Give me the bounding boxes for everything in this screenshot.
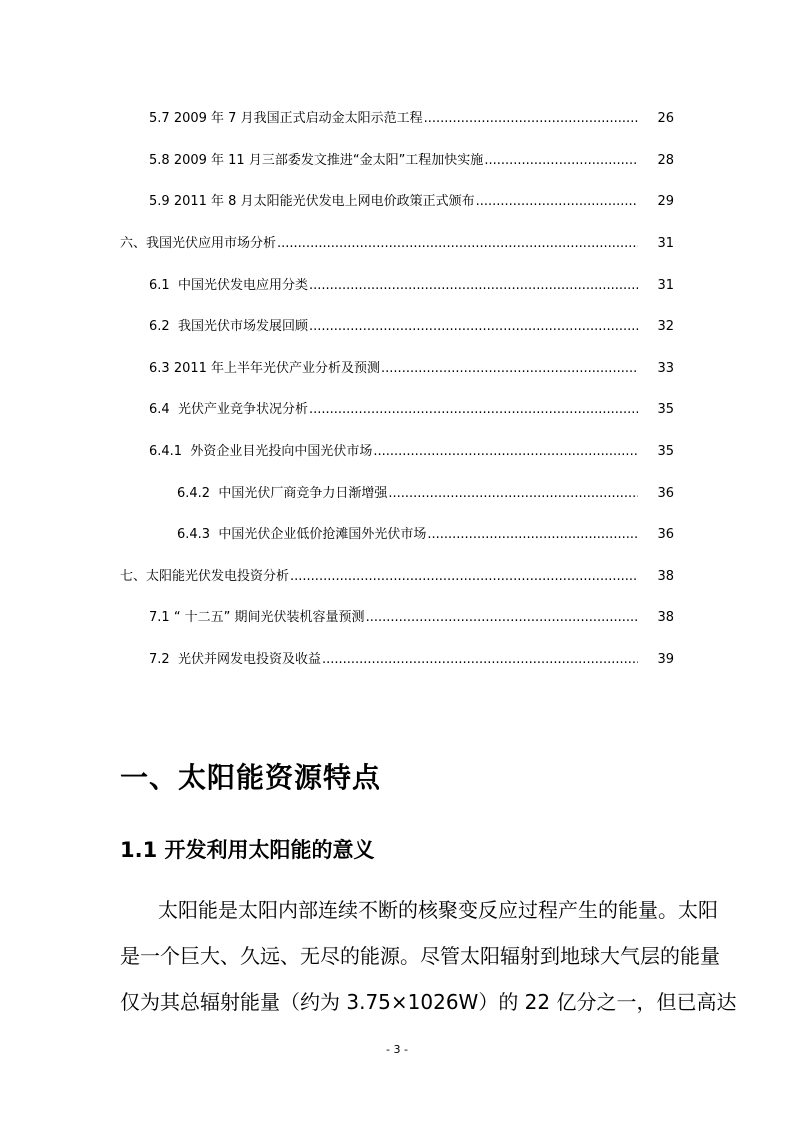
toc-entry[interactable] bbox=[149, 610, 674, 626]
toc-entry[interactable] bbox=[177, 527, 674, 543]
toc-title: 外资企业目光投向中国光伏市场 bbox=[190, 444, 373, 459]
toc-page-number: 38 bbox=[657, 569, 674, 584]
toc-title: 2011 年 8 月太阳能光伏发电上网电价政策正式颁布 bbox=[173, 194, 475, 209]
toc-page-number: 35 bbox=[657, 402, 674, 417]
toc-page-number: 26 bbox=[657, 111, 674, 126]
toc-title: 六、我国光伏应用市场分析 bbox=[120, 236, 277, 251]
toc-leader bbox=[381, 361, 638, 377]
toc-number: 6.4.3 bbox=[177, 527, 219, 542]
toc-title: 2009 年 11 月三部委发文推进“金太阳”工程加快实施 bbox=[173, 153, 484, 168]
toc-title: 2009 年 7 月我国正式启动金太阳示范工程 bbox=[173, 111, 423, 126]
toc-page-number: 32 bbox=[657, 319, 674, 334]
toc-page-number: 36 bbox=[657, 527, 674, 542]
toc-page-number: 29 bbox=[657, 194, 674, 209]
toc-number: 5.9 bbox=[149, 194, 174, 209]
toc-entry[interactable] bbox=[149, 444, 674, 460]
toc-title: 2011 年上半年光伏产业分析及预测 bbox=[173, 361, 381, 376]
section-heading: 1.1 开发利用太阳能的意义 bbox=[120, 838, 375, 862]
toc-page-number: 39 bbox=[657, 652, 674, 667]
toc-page-number: 31 bbox=[657, 236, 674, 251]
toc-leader bbox=[424, 111, 638, 127]
toc-entry[interactable] bbox=[120, 569, 674, 585]
toc-title: 我国光伏市场发展回顾 bbox=[177, 319, 308, 334]
toc-number: 7.1 bbox=[149, 610, 174, 625]
paragraph-line: 太阳能是太阳内部连续不断的核聚变反应过程产生的能量。太阳 bbox=[158, 898, 718, 922]
toc-entry[interactable] bbox=[149, 319, 674, 335]
toc-entry[interactable] bbox=[149, 194, 674, 210]
toc-number: 6.4 bbox=[149, 402, 178, 417]
toc-leader bbox=[476, 194, 638, 210]
toc-leader bbox=[322, 652, 638, 668]
toc-entry[interactable] bbox=[149, 278, 674, 294]
toc-page-number: 33 bbox=[657, 361, 674, 376]
page-number-footer: - 3 - bbox=[386, 1043, 408, 1056]
toc-leader bbox=[388, 486, 638, 502]
toc-entry[interactable] bbox=[149, 402, 674, 418]
toc-leader bbox=[484, 153, 638, 169]
toc-title: 光伏并网发电投资及收益 bbox=[177, 652, 321, 667]
toc-leader bbox=[309, 402, 638, 418]
toc-leader bbox=[373, 444, 638, 460]
toc-entry[interactable] bbox=[120, 236, 674, 252]
toc-title: 中国光伏厂商竞争力日渐增强 bbox=[218, 486, 388, 501]
toc-leader bbox=[309, 319, 638, 335]
toc-number: 6.4.1 bbox=[149, 444, 191, 459]
toc-title: 中国光伏企业低价抢滩国外光伏市场 bbox=[218, 527, 427, 542]
toc-entry[interactable] bbox=[149, 652, 674, 668]
toc-page-number: 31 bbox=[657, 278, 674, 293]
toc-number: 7.2 bbox=[149, 652, 178, 667]
toc-number: 5.8 bbox=[149, 153, 174, 168]
toc-leader bbox=[427, 527, 638, 543]
toc-entry[interactable] bbox=[149, 361, 674, 377]
toc-title: “ 十二五” 期间光伏装机容量预测 bbox=[173, 610, 365, 625]
toc-page-number: 28 bbox=[657, 153, 674, 168]
toc-leader bbox=[309, 278, 638, 294]
chapter-heading: 一、太阳能资源特点 bbox=[120, 761, 382, 794]
toc-entry[interactable] bbox=[149, 153, 674, 169]
paragraph-line: 仅为其总辐射能量（约为 3.75×1026W）的 22 亿分之一，但已高达 bbox=[120, 990, 737, 1014]
body-paragraph bbox=[120, 887, 737, 1025]
toc-leader bbox=[366, 610, 638, 626]
toc-number: 6.1 bbox=[149, 278, 178, 293]
toc-number: 6.3 bbox=[149, 361, 174, 376]
toc-title: 七、太阳能光伏发电投资分析 bbox=[120, 569, 290, 584]
paragraph-line: 是一个巨大、久远、无尽的能源。尽管太阳辐射到地球大气层的能量 bbox=[120, 944, 720, 968]
toc-leader bbox=[277, 236, 638, 252]
toc-page-number: 36 bbox=[657, 486, 674, 501]
toc-number: 6.2 bbox=[149, 319, 178, 334]
toc-number: 6.4.2 bbox=[177, 486, 219, 501]
toc-page-number: 38 bbox=[657, 610, 674, 625]
toc-entry[interactable] bbox=[177, 486, 674, 502]
toc-page-number: 35 bbox=[657, 444, 674, 459]
toc-leader bbox=[290, 569, 638, 585]
toc-title: 中国光伏发电应用分类 bbox=[177, 278, 308, 293]
toc-entry[interactable] bbox=[149, 111, 674, 127]
toc-title: 光伏产业竞争状况分析 bbox=[177, 402, 308, 417]
toc-number: 5.7 bbox=[149, 111, 174, 126]
